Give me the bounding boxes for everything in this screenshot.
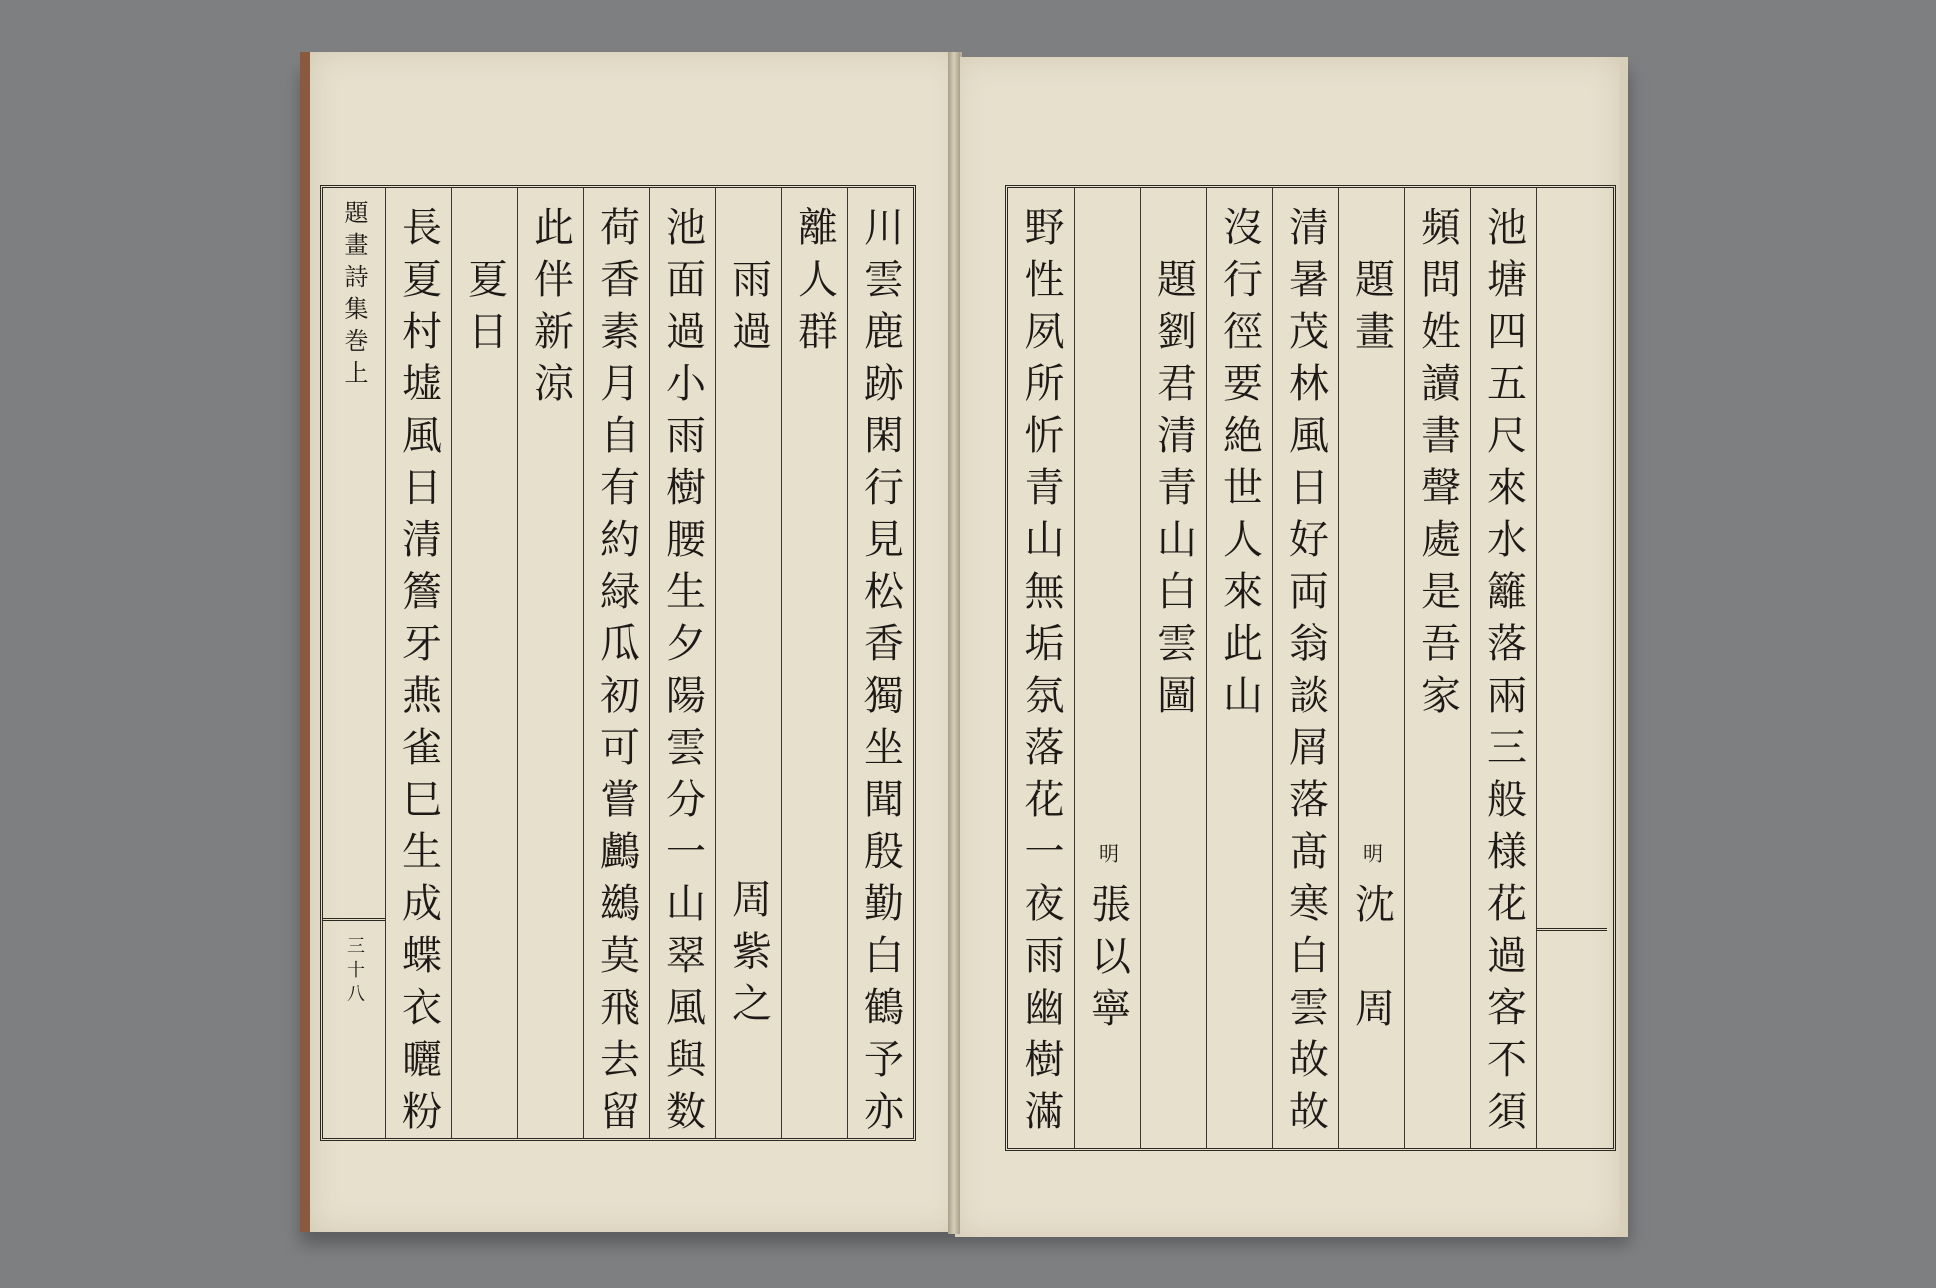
poem-title: 題畫 bbox=[1348, 258, 1395, 362]
margin-separator bbox=[1537, 928, 1607, 931]
poem-title: 雨過 bbox=[725, 258, 772, 362]
verse-line: 此伴新涼 bbox=[527, 206, 574, 414]
right-col-5 bbox=[1206, 188, 1272, 1148]
right-col-3 bbox=[1338, 188, 1404, 1148]
author-name: 沈 周 bbox=[1348, 883, 1395, 1039]
poem-title: 題劉君清青山白雲圖 bbox=[1150, 258, 1197, 726]
right-col-7 bbox=[1074, 188, 1140, 1148]
left-col-1 bbox=[847, 188, 913, 1142]
right-col-8 bbox=[1008, 188, 1074, 1148]
verse-line: 野性夙所忻青山無垢氛落花一夜雨幽樹滿 bbox=[1018, 206, 1064, 1142]
left-col-4 bbox=[649, 188, 715, 1142]
right-col-1 bbox=[1470, 188, 1536, 1148]
right-margin-strip bbox=[1536, 188, 1607, 1148]
verse-line: 離人群 bbox=[791, 206, 838, 362]
dynasty-label: 明 bbox=[1095, 843, 1120, 869]
left-col-3 bbox=[715, 188, 781, 1138]
left-col-6 bbox=[517, 188, 583, 1138]
folio-number: 三十八 bbox=[344, 936, 365, 1008]
left-col-7 bbox=[451, 188, 517, 1138]
verse-line: 荷香素月自有約緑瓜初可嘗鸕鷀莫飛去留 bbox=[593, 206, 640, 1142]
verse-line: 川雲鹿跡閑行見松香獨坐聞殷勤白鶴予亦 bbox=[857, 206, 904, 1142]
left-col-5 bbox=[583, 188, 649, 1142]
poem-title: 夏日 bbox=[461, 258, 508, 362]
right-text-frame bbox=[1005, 185, 1616, 1151]
right-col-2 bbox=[1404, 188, 1470, 1148]
dynasty-label: 明 bbox=[1359, 843, 1384, 869]
right-col-6 bbox=[1140, 188, 1206, 1148]
left-col-2 bbox=[781, 188, 847, 1138]
verse-line: 頻問姓讀書聲處是吾家 bbox=[1414, 206, 1461, 726]
title-separator bbox=[323, 918, 385, 921]
left-text-frame bbox=[320, 185, 916, 1141]
verse-line: 池塘四五尺來水籬落兩三般様花過客不須 bbox=[1480, 206, 1527, 1142]
running-title: 題畫詩集巻上 bbox=[340, 200, 368, 392]
right-col-4 bbox=[1272, 188, 1338, 1148]
verse-line: 沒行徑要絶世人來此山 bbox=[1216, 206, 1263, 726]
verse-line: 池面過小雨樹腰生夕陽雲分一山翠風與数 bbox=[659, 206, 706, 1142]
book-gutter bbox=[948, 52, 960, 1234]
author-name: 張以寧 bbox=[1084, 883, 1131, 1039]
verse-line: 長夏村墟風日清簷牙燕雀巳生成蝶衣曬粉 bbox=[395, 206, 442, 1142]
running-title-strip bbox=[323, 188, 385, 1138]
author-name: 周紫之 bbox=[725, 878, 772, 1034]
left-col-8 bbox=[385, 188, 451, 1142]
verse-line: 清暑茂林風日好両翁談屑落髙寒白雲故故 bbox=[1282, 206, 1329, 1142]
